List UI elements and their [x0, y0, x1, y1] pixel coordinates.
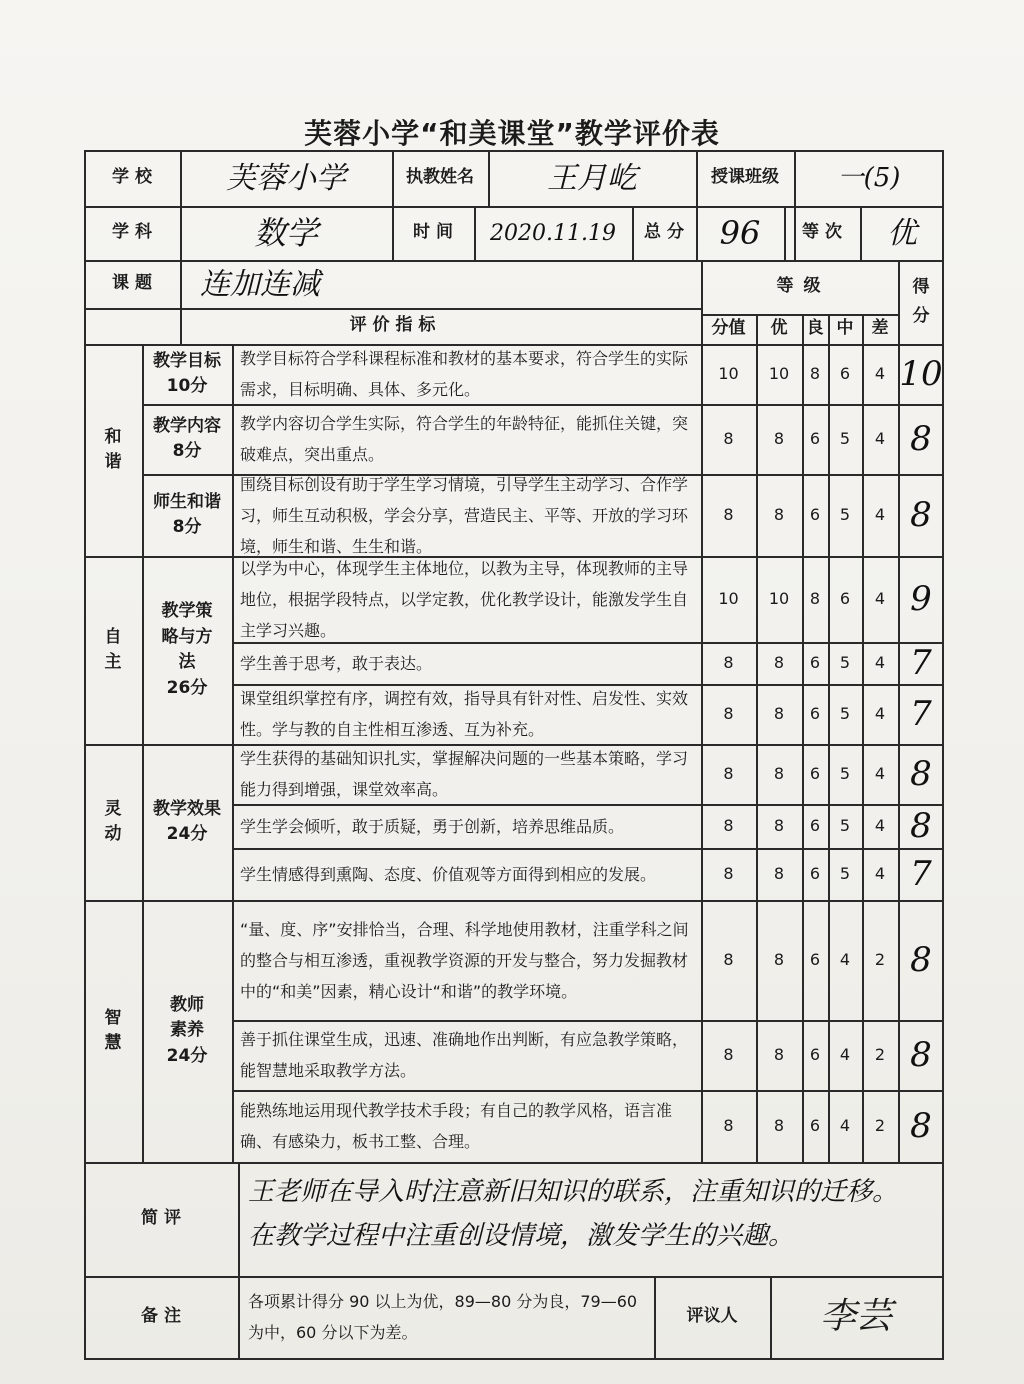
excellent-value: 8 [773, 1116, 785, 1135]
rank-value: 优 [887, 215, 917, 251]
category-autonomy: 自主 [104, 626, 122, 672]
awarded-score: 8 [910, 1034, 932, 1075]
criteria-description: 学生学会倾听，敢于质疑，勇于创新，培养思维品质。 [240, 816, 625, 836]
criteria-description: 围绕目标创设有助于学生学习情境，引导学生主动学习、合作学习，师生互动积极，学会分享，营造民主、平等、开放的学习环境，师生和谐、生生和谐。 [240, 474, 689, 556]
indicator-teaching-effect [142, 744, 232, 900]
medium-value: 5 [839, 429, 851, 448]
indicator-name: 教学效果 [153, 798, 221, 819]
medium-value: 5 [839, 505, 851, 524]
excellent-value: 8 [773, 505, 785, 524]
poor-value: 4 [874, 816, 886, 835]
good-value: 8 [809, 589, 821, 608]
good-value: 6 [809, 653, 821, 672]
excellent-value: 8 [773, 429, 785, 448]
notes-text: 各项累计得分 90 以上为优，89—80 分为良，79—60 为中，60 分以下为差。 [248, 1292, 638, 1342]
good-value: 6 [809, 505, 821, 524]
good-value: 6 [809, 429, 821, 448]
points-value: 8 [723, 1045, 734, 1064]
medium-value: 5 [839, 864, 851, 883]
teacher-value: 王月屹 [547, 160, 637, 196]
medium-value: 5 [839, 816, 851, 835]
poor-value: 4 [874, 764, 886, 783]
criteria-description: 以学为中心，体现学生主体地位，以教为主导，体现教师的主导地位，根据学段特点，以学定教，优化教学设计，能激发学生自主学习兴趣。 [240, 558, 689, 640]
evaluator-signature: 李芸 [819, 1296, 892, 1337]
points-value: 10 [718, 589, 739, 608]
teacher-label: 执教姓名 [406, 167, 474, 188]
total-label: 总 分 [644, 222, 684, 243]
indicator-name: 教学策略与方法 [161, 601, 213, 672]
medium-value: 4 [839, 950, 851, 969]
medium-value: 5 [839, 653, 851, 672]
criteria-description: 教学内容切合学生实际，符合学生的年龄特征，能抓住关键，突破难点，突出重点。 [240, 414, 689, 464]
good-value: 8 [809, 364, 821, 383]
school-value: 芙蓉小学 [226, 160, 346, 196]
excellent-value: 8 [773, 816, 785, 835]
good-value: 6 [809, 864, 821, 883]
points-value: 8 [723, 429, 734, 448]
excellent-header: 优 [770, 318, 788, 339]
excellent-value: 8 [773, 653, 785, 672]
medium-value: 5 [839, 704, 851, 723]
indicator-points: 8分 [172, 441, 202, 461]
indicator-points: 24分 [166, 824, 208, 844]
indicator-points: 8分 [172, 517, 202, 537]
good-value: 6 [809, 1116, 821, 1135]
excellent-value: 8 [773, 864, 785, 883]
good-value: 6 [809, 764, 821, 783]
indicator-name: 教学内容 [153, 415, 221, 436]
form-title: 芙蓉小学“和美课堂”教学评价表 [304, 117, 720, 150]
indicator-teaching-goal [142, 344, 232, 404]
awarded-score: 8 [910, 753, 932, 794]
topic-value: 连加连减 [200, 266, 320, 302]
criteria-description: 学生情感得到熏陶、态度、价值观等方面得到相应的发展。 [240, 864, 657, 884]
good-header: 良 [806, 318, 824, 339]
subject-label: 学 科 [112, 222, 152, 243]
indicator-strategy-method [142, 556, 232, 744]
points-value: 8 [723, 950, 734, 969]
medium-value: 6 [839, 589, 851, 608]
criteria-description: 教学目标符合学科课程标准和教材的基本要求，符合学生的实际需求，目标明确、具体、多元化。 [240, 349, 689, 399]
points-header: 分值 [711, 318, 746, 339]
review-label: 简 评 [141, 1208, 181, 1229]
poor-header: 差 [871, 318, 889, 339]
category-agility: 灵动 [104, 798, 122, 844]
indicator-teacher-quality [142, 900, 232, 1162]
grade-group-header: 等 级 [776, 276, 823, 297]
indicator-teaching-content [142, 404, 232, 474]
indicator-teacher-student-harmony [142, 474, 232, 556]
criteria-description: 能熟练地运用现代教学技术手段；有自己的教学风格，语言准确、有感染力，板书工整、合理。 [240, 1101, 673, 1151]
medium-value: 4 [839, 1116, 851, 1135]
review-text [244, 1170, 940, 1274]
awarded-score: 9 [910, 578, 932, 619]
indicator-points: 24分 [166, 1045, 208, 1066]
excellent-value: 10 [768, 589, 790, 608]
good-value: 6 [809, 816, 821, 835]
total-value: 96 [719, 214, 761, 252]
points-value: 8 [723, 505, 734, 524]
criteria-description: 善于抓住课堂生成，迅速、准确地作出判断，有应急教学策略，能智慧地采取教学方法。 [240, 1030, 689, 1080]
awarded-score: 10 [899, 353, 943, 394]
points-value: 8 [723, 764, 734, 783]
awarded-score: 8 [910, 418, 932, 459]
indicator-points: 26分 [166, 677, 208, 698]
criteria-description: 学生善于思考，敢于表达。 [240, 653, 433, 673]
excellent-value: 8 [773, 950, 785, 969]
awarded-score: 8 [910, 494, 932, 535]
awarded-score: 8 [910, 939, 932, 980]
class-value: 一(5) [837, 162, 901, 193]
good-value: 6 [809, 704, 821, 723]
awarded-score: 8 [910, 805, 932, 846]
poor-value: 4 [874, 589, 886, 608]
class-label: 授课班级 [711, 167, 779, 188]
awarded-score: 7 [910, 853, 932, 894]
category-wisdom: 智慧 [104, 1007, 122, 1053]
poor-value: 4 [874, 505, 886, 524]
medium-value: 5 [839, 764, 851, 783]
school-label: 学 校 [112, 167, 152, 188]
awarded-score: 7 [910, 642, 932, 683]
criteria-description: 学生获得的基础知识扎实，掌握解决问题的一些基本策略，学习能力得到增强，课堂效率高。 [240, 749, 689, 799]
excellent-value: 8 [773, 704, 785, 723]
category-harmony: 和谐 [104, 426, 122, 472]
excellent-value: 8 [773, 1045, 785, 1064]
indicator-name: 教师素养 [170, 994, 204, 1041]
points-value: 8 [723, 1116, 734, 1135]
awarded-score: 8 [910, 1105, 932, 1146]
evaluator-label: 评议人 [686, 1306, 738, 1327]
criteria-description: “量、度、序”安排恰当，合理、科学地使用教材，注重学科之间的整合与相互渗透，重视教学资源的开发与整合，努力发掘教材中的“和美”因素，精心设计“和谐”的教学环境。 [240, 919, 689, 1001]
awarded-score: 7 [910, 693, 932, 734]
review-line-2: 在教学过程中注重创设情境，激发学生的兴趣。 [248, 1221, 795, 1251]
poor-value: 2 [874, 1116, 886, 1135]
excellent-value: 10 [768, 364, 790, 383]
poor-value: 4 [874, 704, 886, 723]
topic-label: 课 题 [112, 273, 152, 294]
good-value: 6 [809, 1045, 821, 1064]
time-label: 时 间 [413, 222, 453, 243]
medium-header: 中 [836, 318, 854, 339]
medium-value: 6 [839, 364, 851, 383]
excellent-value: 8 [773, 764, 785, 783]
notes-label: 备 注 [141, 1306, 181, 1327]
score-header: 得分 [912, 277, 930, 326]
points-value: 8 [723, 816, 734, 835]
poor-value: 4 [874, 653, 886, 672]
poor-value: 4 [874, 364, 886, 383]
criteria-description: 课堂组织掌控有序，调控有效，指导具有针对性、启发性、实效性。学与教的自主性相互渗透、互为补充。 [240, 689, 689, 739]
indicator-name: 教学目标 [153, 350, 221, 371]
points-value: 8 [723, 864, 734, 883]
indicator-name: 师生和谐 [153, 491, 221, 512]
poor-value: 2 [874, 1045, 886, 1064]
review-line-1: 王老师在导入时注意新旧知识的联系，注重知识的迁移。 [248, 1177, 899, 1207]
subject-value: 数学 [253, 214, 318, 252]
criteria-header: 评 价 指 标 [349, 315, 436, 336]
evaluation-table [84, 150, 944, 1360]
medium-value: 4 [839, 1045, 851, 1064]
time-value: 2020.11.19 [490, 220, 616, 246]
points-value: 10 [718, 364, 739, 383]
rank-label: 等 次 [802, 222, 842, 243]
good-value: 6 [809, 950, 821, 969]
poor-value: 2 [874, 950, 886, 969]
indicator-points: 10分 [166, 376, 208, 396]
points-value: 8 [723, 653, 734, 672]
points-value: 8 [723, 704, 734, 723]
poor-value: 4 [874, 864, 886, 883]
poor-value: 4 [874, 429, 886, 448]
